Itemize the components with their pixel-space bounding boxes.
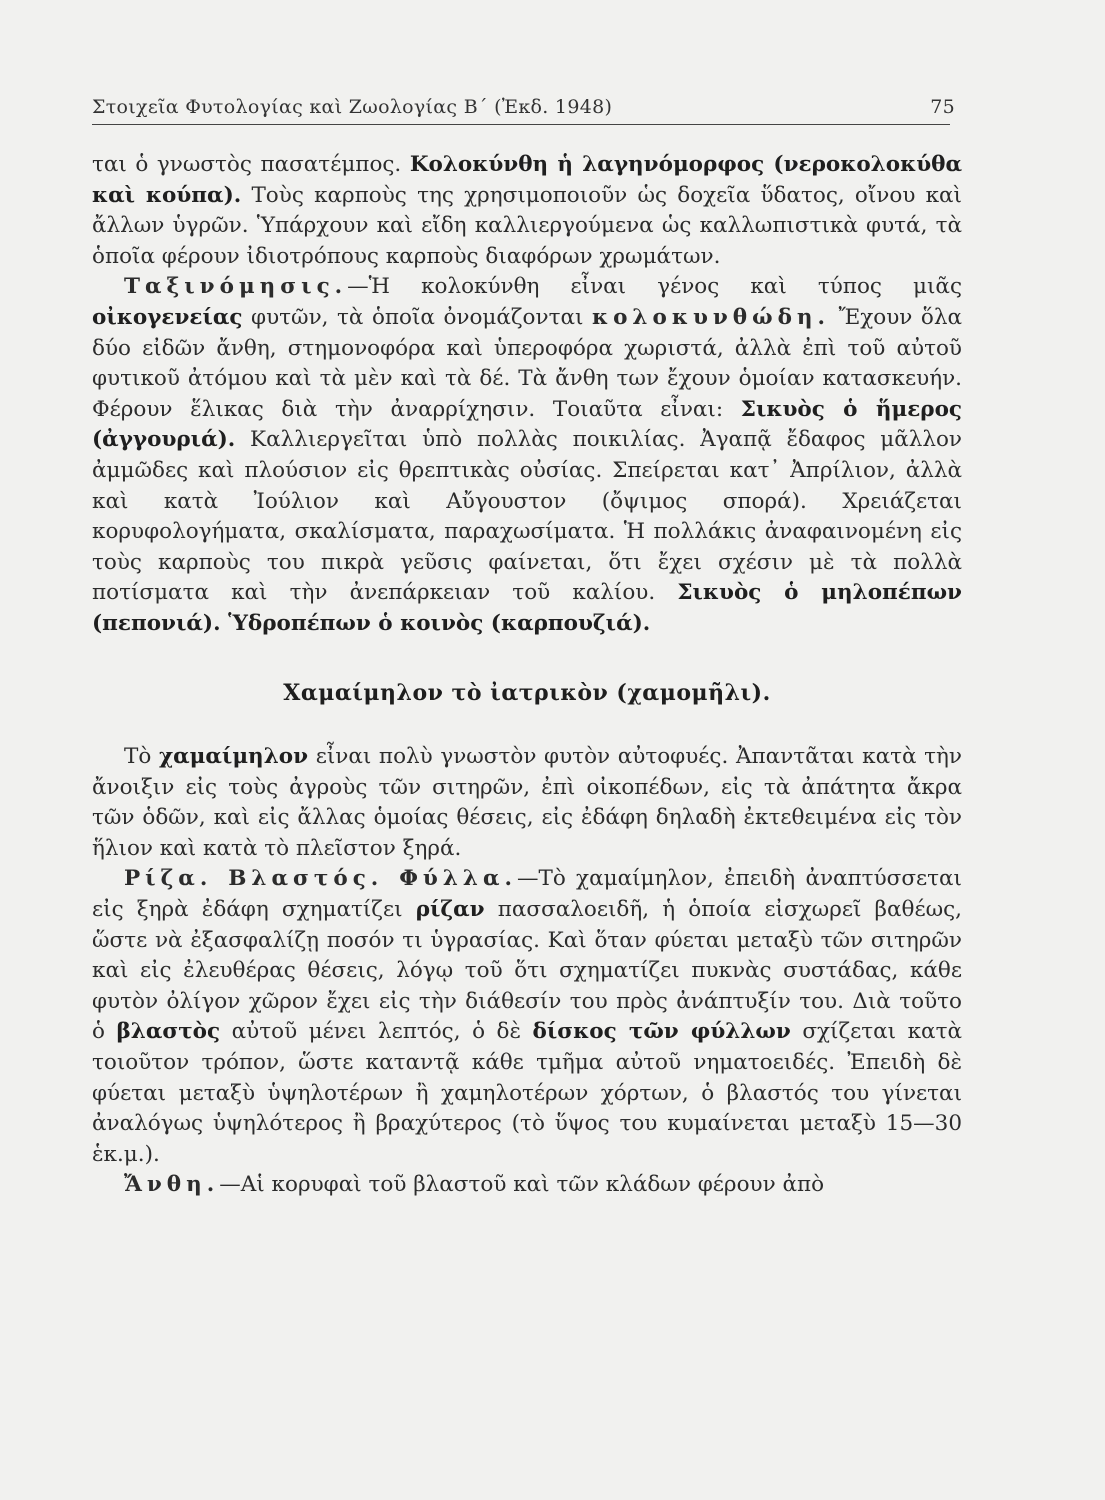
text-run: εἶναι πολὺ γνωστὸν φυτὸν αὐτοφυές. Ἀπαντᾶται κατὰ τὴν ἄνοιξιν εἰς τοὺς ἀγροὺς τῶν σιτηρῶν, ἐπὶ οἰκοπέδων, εἰς τὰ ἀπάτητα ἄκρα τῶν ὁδῶν, καὶ εἰς ἄλλας ὁμοίας θέσεις, εἰς ἐδάφη δηλαδὴ ἐκτεθειμένα εἰς τὸν ἥλιον καὶ κατὰ τὸ πλεῖστον ξηρά.	[92, 744, 962, 861]
text-run: —Αἱ κορυφαὶ τοῦ βλαστοῦ καὶ τῶν κλάδων φέρουν ἀπὸ	[219, 1172, 825, 1198]
text-run: —Ἡ κολοκύνθη εἶναι γένος καὶ τύπος μιᾶς	[347, 274, 962, 300]
bold-term: χαμαίμηλον	[158, 744, 309, 770]
bold-term: Σικυὸς ὁ ἥμερος (ἀγγουριά).	[92, 396, 962, 453]
header-rule	[92, 124, 950, 125]
page-number: 75	[930, 96, 955, 118]
text-run: Καλλιεργεῖται ὑπὸ πολλὰς ποικιλίας. Ἀγαπᾷ ἔδαφος μᾶλλον ἀμμῶδες καὶ πλούσιον εἰς θρεπτικὰς οὐσίας. Σπείρεται κατ᾿ Ἀπρίλιον, ἀλλὰ καὶ κατὰ Ἰούλιον καὶ Αὔγουστον (ὄψιμος σπορά). Χρειάζεται κορυφολογήματα, σκαλίσματα, παραχωσίματα. Ἡ πολλάκις ἀναφαινομένη εἰς τοὺς καρποὺς του πικρὰ γεῦσις φαίνεται, ὅτι ἔχει σχέσιν μὲ τὰ πολλὰ ποτίσματα καὶ τὴν ἀνεπάρκειαν τοῦ καλίου.	[92, 427, 962, 606]
section-title: Χαμαίμηλον τὸ ἰατρικὸν (χαμομῆλι).	[283, 679, 771, 706]
paragraph-cucurbit	[92, 150, 962, 272]
text-run: Ἔχουν ὅλα δύο εἰδῶν ἄνθη, στημονοφόρα καὶ ὑπεροφόρα χωριστά, ἀλλὰ ἐπὶ τοῦ αὐτοῦ φυτικοῦ ἀτόμου καὶ τὰ μὲν καὶ τὰ δέ. Τὰ ἄνθη των ἔχουν ὁμοίαν κατασκευήν. Φέρουν ἕλικας διὰ τὴν ἀναρρίχησιν. Τοιαῦτα εἶναι:	[92, 304, 962, 422]
text-run: ται ὁ γνωστὸς πασατέμπος.	[92, 152, 410, 177]
text-run: φυτῶν, τὰ ὁποῖα ὀνομάζονται	[242, 304, 592, 330]
text-run: —Τὸ χαμαίμηλον, ἐπειδὴ ἀναπτύσσεται εἰς ξηρὰ ἐδάφη σχηματίζει	[92, 866, 962, 923]
text-run: πασσαλοειδῆ, ἡ ὁποία εἰσχωρεῖ βαθέως, ὥστε νὰ ἐξασφαλίζῃ ποσόν τι ὑγρασίας. Καὶ ὅταν φύεται μεταξὺ τῶν σιτηρῶν καὶ εἰς ἐλευθέρας θέσεις, λόγῳ τοῦ ὅτι σχηματίζει πυκνὰς συστάδας, κάθε φυτὸν ὀλίγον χῶρον ἔχει εἰς τὴν διάθεσίν του πρὸς ἀνάπτυξίν του. Διὰ τοῦτο ὁ	[92, 897, 962, 1045]
bold-term: οἰκογενείας	[92, 304, 243, 330]
bold-term: δίσκος τῶν φύλλων	[532, 1019, 791, 1045]
bold-term: Σικυὸς ὁ μηλοπέπων (πεπονιά). Ὑδροπέπων ὁ κοινὸς (καρπουζιά).	[92, 580, 962, 636]
spaced-heading: Ταξινόμησις.	[124, 274, 348, 300]
spaced-heading: Ρίζα. Βλαστός. Φύλλα.	[124, 866, 518, 892]
bold-term: Κολοκύνθη ἡ λαγηνόμορφος (νεροκολοκύθα καὶ κούπα).	[92, 152, 962, 208]
bold-term: ρίζαν	[415, 897, 485, 923]
bold-term: βλαστὸς	[116, 1019, 221, 1045]
text-run: σχίζεται κατὰ τοιοῦτον τρόπον, ὥστε καταντᾷ κάθε τμῆμα αὐτοῦ νηματοειδές. Ἐπειδὴ δὲ φύεται μεταξὺ ὑψηλοτέρων ἢ χαμηλοτέρων χόρτων, ὁ βλαστός του γίνεται ἀναλόγως ὑψηλότερος ἢ βραχύτερος (τὸ ὕψος του κυμαίνεται μεταξὺ 15—30 ἑκ.μ.).	[92, 1019, 962, 1167]
page-body	[92, 150, 962, 1201]
paragraph-root-stem-leaves	[92, 864, 962, 1170]
text-run: Τὸ	[124, 744, 159, 770]
header-title: Στοιχεῖα Φυτολογίας καὶ Ζωολογίας Β΄ (Ἐκδ. 1948)	[92, 96, 613, 118]
paragraph-classification	[92, 272, 962, 639]
paragraph-chamomile-intro	[92, 742, 962, 864]
text-run: Τοὺς καρποὺς της χρησιμοποιοῦν ὡς δοχεῖα ὕδατος, οἴνου καὶ ἄλλων ὑγρῶν. Ὑπάρχουν καὶ εἴδη καλλιεργούμενα ὡς καλλωπιστικὰ φυτά, τὰ ὁποῖα φέρουν ἰδιοτρόπους καρποὺς διαφόρων χρωμάτων.	[92, 182, 962, 269]
text-run: αὐτοῦ μένει λεπτός, ὁ δὲ	[220, 1019, 533, 1045]
paragraph-flowers	[92, 1170, 962, 1201]
spaced-term: κολοκυνθώδη.	[591, 304, 831, 330]
running-header	[92, 96, 955, 118]
spaced-heading: Ἄνθη.	[124, 1172, 220, 1198]
